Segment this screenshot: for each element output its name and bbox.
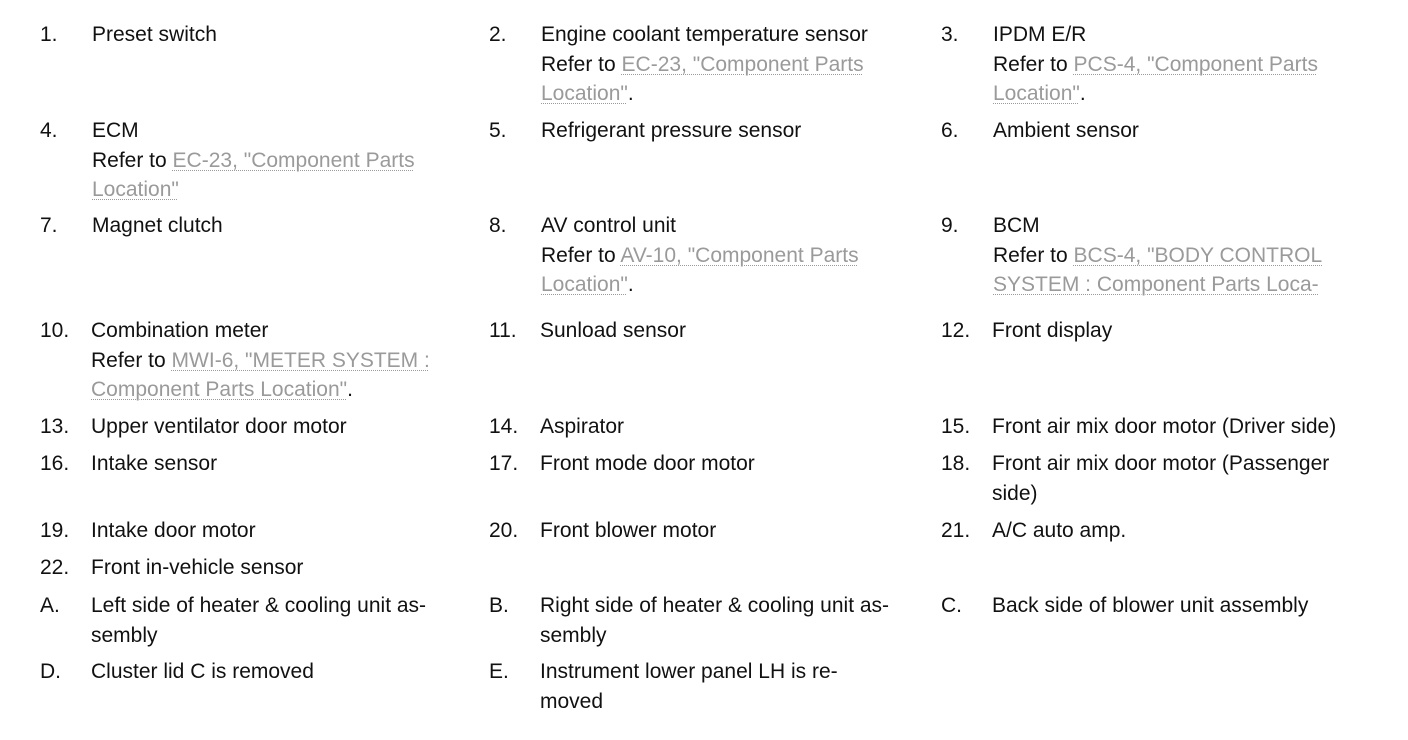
item-label: Front mode door motor — [540, 452, 755, 475]
legend-item-10 — [40, 316, 430, 405]
item-letter: D. — [40, 660, 61, 683]
legend-item-9 — [941, 211, 1322, 300]
legend-item-c — [941, 591, 1308, 621]
reference-line — [541, 79, 868, 109]
legend-item-19 — [40, 516, 256, 546]
item-label: Intake door motor — [91, 519, 256, 542]
item-label: Cluster lid C is removed — [91, 660, 314, 683]
reference-suffix: . — [627, 273, 634, 296]
refer-to-text: Refer to — [993, 52, 1074, 76]
reference-link-continued[interactable]: Location" — [993, 82, 1080, 105]
legend-item-18 — [941, 449, 1329, 508]
reference-link[interactable]: EC-23, "Component Parts — [172, 148, 415, 172]
legend-item-17 — [489, 449, 755, 479]
legend-item-11 — [489, 316, 686, 346]
item-number: 9. — [941, 214, 959, 237]
reference-line — [91, 375, 430, 405]
legend-item-7 — [40, 211, 223, 241]
item-number: 6. — [941, 119, 959, 142]
reference-suffix: . — [1079, 82, 1086, 105]
item-number: 4. — [40, 119, 58, 142]
reference-line — [92, 146, 415, 176]
item-number: 12. — [941, 319, 971, 342]
legend-item-21 — [941, 516, 1126, 546]
item-number: 15. — [941, 415, 971, 438]
reference-link[interactable]: PCS-4, "Component Parts — [1073, 52, 1318, 76]
item-number: 17. — [489, 452, 519, 475]
item-letter: A. — [40, 594, 60, 617]
item-label: BCM — [993, 214, 1040, 237]
item-number: 7. — [40, 214, 58, 237]
reference-link-continued[interactable]: Location" — [92, 178, 179, 201]
reference-line — [91, 346, 430, 376]
item-letter: C. — [941, 594, 962, 617]
item-label: Right side of heater & cooling unit as- sembly — [540, 594, 890, 647]
legend-item-16 — [40, 449, 217, 479]
refer-to-text: Refer to — [92, 148, 173, 172]
reference-suffix: . — [627, 82, 634, 105]
legend-item-13 — [40, 412, 347, 442]
item-label: ECM — [92, 119, 139, 142]
item-label: Combination meter — [91, 319, 269, 342]
legend-item-e — [489, 657, 838, 716]
item-label: Preset switch — [92, 23, 217, 46]
item-label: Upper ventilator door motor — [91, 415, 347, 438]
reference-link[interactable]: BCS-4, "BODY CONTROL — [1073, 243, 1323, 267]
item-number: 1. — [40, 23, 58, 46]
item-label: Front blower motor — [540, 519, 717, 542]
reference-line — [993, 241, 1322, 271]
item-label: Refrigerant pressure sensor — [541, 119, 802, 142]
item-label: Left side of heater & cooling unit as- sembly — [91, 594, 427, 647]
item-number: 10. — [40, 319, 70, 342]
item-label: Aspirator — [540, 415, 625, 438]
item-number: 3. — [941, 23, 959, 46]
item-label: Back side of blower unit assembly — [992, 594, 1309, 617]
item-label: Front display — [992, 319, 1113, 342]
item-number: 21. — [941, 519, 971, 542]
legend-item-8 — [489, 211, 859, 300]
legend-item-d — [40, 657, 314, 687]
item-letter: B. — [489, 594, 509, 617]
item-letter: E. — [489, 660, 509, 683]
item-number: 11. — [489, 319, 517, 342]
item-label: Sunload sensor — [540, 319, 686, 342]
legend-item-15 — [941, 412, 1336, 442]
item-label: A/C auto amp. — [992, 519, 1127, 542]
reference-line — [993, 270, 1322, 300]
reference-line — [993, 50, 1318, 80]
reference-link-continued[interactable]: SYSTEM : Component Parts Loca- — [993, 273, 1319, 296]
reference-line — [541, 50, 868, 80]
legend-item-4 — [40, 116, 415, 205]
item-number: 16. — [40, 452, 70, 475]
item-label: IPDM E/R — [993, 23, 1087, 46]
item-number: 19. — [40, 519, 70, 542]
refer-to-text: Refer to — [541, 52, 622, 76]
reference-link[interactable]: MWI-6, "METER SYSTEM : — [171, 348, 430, 372]
legend-item-3 — [941, 20, 1318, 109]
item-label: Ambient sensor — [993, 119, 1139, 142]
reference-link-continued[interactable]: Component Parts Location" — [91, 378, 348, 401]
legend-item-6 — [941, 116, 1139, 146]
reference-line — [993, 79, 1318, 109]
legend-item-5 — [489, 116, 801, 146]
reference-link[interactable]: AV-10, "Component Parts — [620, 243, 859, 267]
item-number: 14. — [489, 415, 519, 438]
item-label: Front air mix door motor (Passenger side) — [992, 452, 1330, 505]
legend-item-20 — [489, 516, 716, 546]
item-label: AV control unit — [541, 214, 677, 237]
legend-item-22 — [40, 553, 303, 583]
item-label: Front in-vehicle sensor — [91, 556, 304, 579]
item-number: 13. — [40, 415, 70, 438]
item-label: Engine coolant temperature sensor — [541, 23, 868, 46]
legend-item-b — [489, 591, 889, 650]
item-number: 5. — [489, 119, 507, 142]
item-label: Intake sensor — [91, 452, 218, 475]
reference-line — [92, 175, 415, 205]
item-number: 2. — [489, 23, 507, 46]
item-number: 8. — [489, 214, 507, 237]
item-number: 18. — [941, 452, 971, 475]
legend-item-a — [40, 591, 426, 650]
reference-suffix: . — [347, 378, 353, 401]
reference-link[interactable]: EC-23, "Component Parts — [621, 52, 864, 76]
refer-to-text: Refer to — [541, 243, 621, 267]
reference-line — [541, 270, 859, 300]
reference-line — [541, 241, 859, 271]
item-label: Instrument lower panel LH is re- moved — [540, 660, 838, 713]
item-label: Front air mix door motor (Driver side) — [992, 415, 1337, 438]
reference-link-continued[interactable]: Location" — [541, 273, 628, 296]
reference-link-continued[interactable]: Location" — [541, 82, 628, 105]
item-number: 22. — [40, 556, 70, 579]
legend-item-12 — [941, 316, 1112, 346]
legend-item-14 — [489, 412, 624, 442]
item-number: 20. — [489, 519, 519, 542]
legend-item-1 — [40, 20, 217, 50]
item-label: Magnet clutch — [92, 214, 223, 237]
legend-item-2 — [489, 20, 868, 109]
refer-to-text: Refer to — [993, 243, 1074, 267]
refer-to-text: Refer to — [91, 348, 172, 372]
